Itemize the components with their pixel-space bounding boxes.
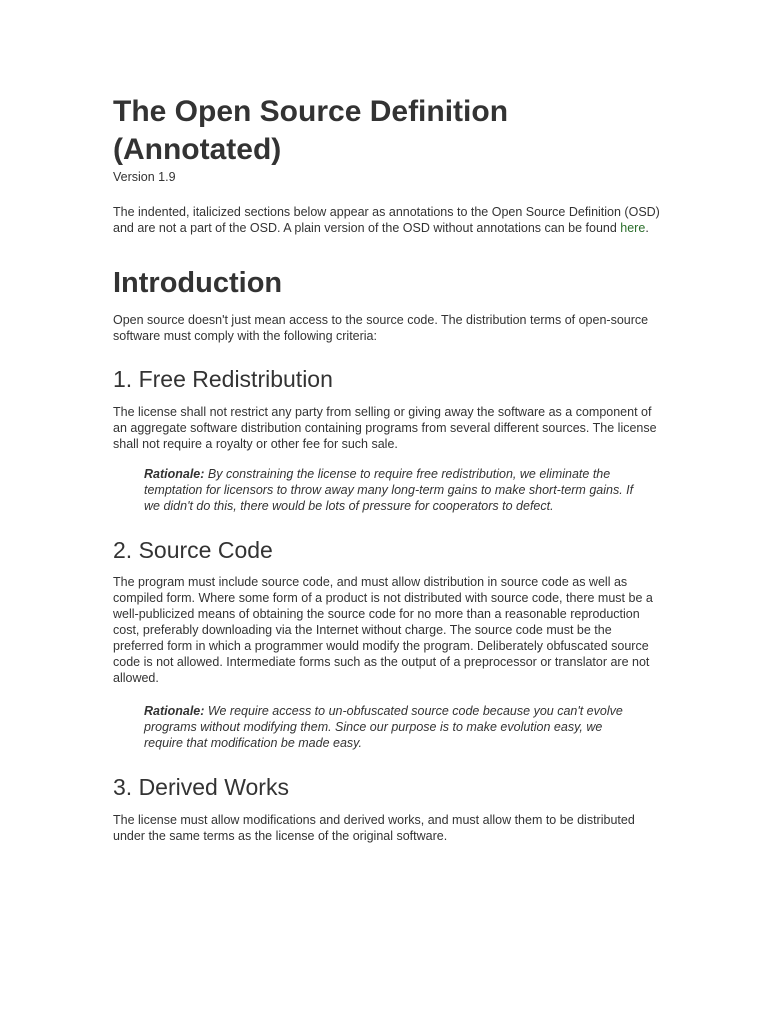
title-line-1: The Open Source Definition xyxy=(113,95,509,128)
rationale-text: We require access to un-obfuscated source code because you can't evolve programs without modifying them. Since our purpose is to make evolution easy, we require that modification be made easy. xyxy=(144,704,623,750)
rationale-label: Rationale: xyxy=(144,704,205,718)
criterion-1-rationale xyxy=(144,466,634,514)
criterion-2-text: The program must include source code, and must allow distribution in source code as well as compiled form. Where some form of a product is not distributed with source code, there must be a well-publicized means of obtaining the source code for no more than a reasonable reproduction cost, preferably downloading via the Internet without charge. The source code must be the preferred form in which a programmer would modify the program. Deliberately obfuscated source code is not allowed. Intermediate forms such as the output of a preprocessor or translator are not allowed. xyxy=(113,575,653,685)
criterion-2-heading: 2. Source Code xyxy=(113,537,273,563)
introduction-heading: Introduction xyxy=(113,267,283,299)
rationale-text: By constraining the license to require free redistribution, we eliminate the temptation for licensors to throw away many long-term gains to make short-term gains. If we didn't do this, there would be lots of pressure for cooperators to defect. xyxy=(144,467,634,513)
document-page xyxy=(113,93,661,844)
criterion-2-rationale xyxy=(144,703,634,751)
plain-version-link[interactable]: here xyxy=(620,221,646,235)
intro-note-prefix: The indented, italicized sections below appear as annotations to the Open Source Definition (OSD) and are not a part of the OSD. A plain version of the OSD without annotations can be found xyxy=(113,205,660,235)
criterion-1-heading: 1. Free Redistribution xyxy=(113,366,333,392)
title-line-2: (Annotated) xyxy=(113,133,282,166)
page-title xyxy=(113,93,661,169)
criterion-3-text: The license must allow modifications and derived works, and must allow them to be distributed under the same terms as the license of the original software. xyxy=(113,813,635,843)
rationale-label: Rationale: xyxy=(144,467,205,481)
version-label: Version 1.9 xyxy=(113,170,176,184)
introduction-text: Open source doesn't just mean access to the source code. The distribution terms of open-source software must comply with the following criteria: xyxy=(113,313,649,343)
criterion-1-text: The license shall not restrict any party from selling or giving away the software as a component of an aggregate software distribution containing programs from several different sources. The license shall not require a royalty or other fee for such sale. xyxy=(113,405,657,451)
intro-note xyxy=(113,204,661,236)
criterion-3-heading: 3. Derived Works xyxy=(113,774,289,800)
intro-note-suffix: . xyxy=(645,221,649,235)
